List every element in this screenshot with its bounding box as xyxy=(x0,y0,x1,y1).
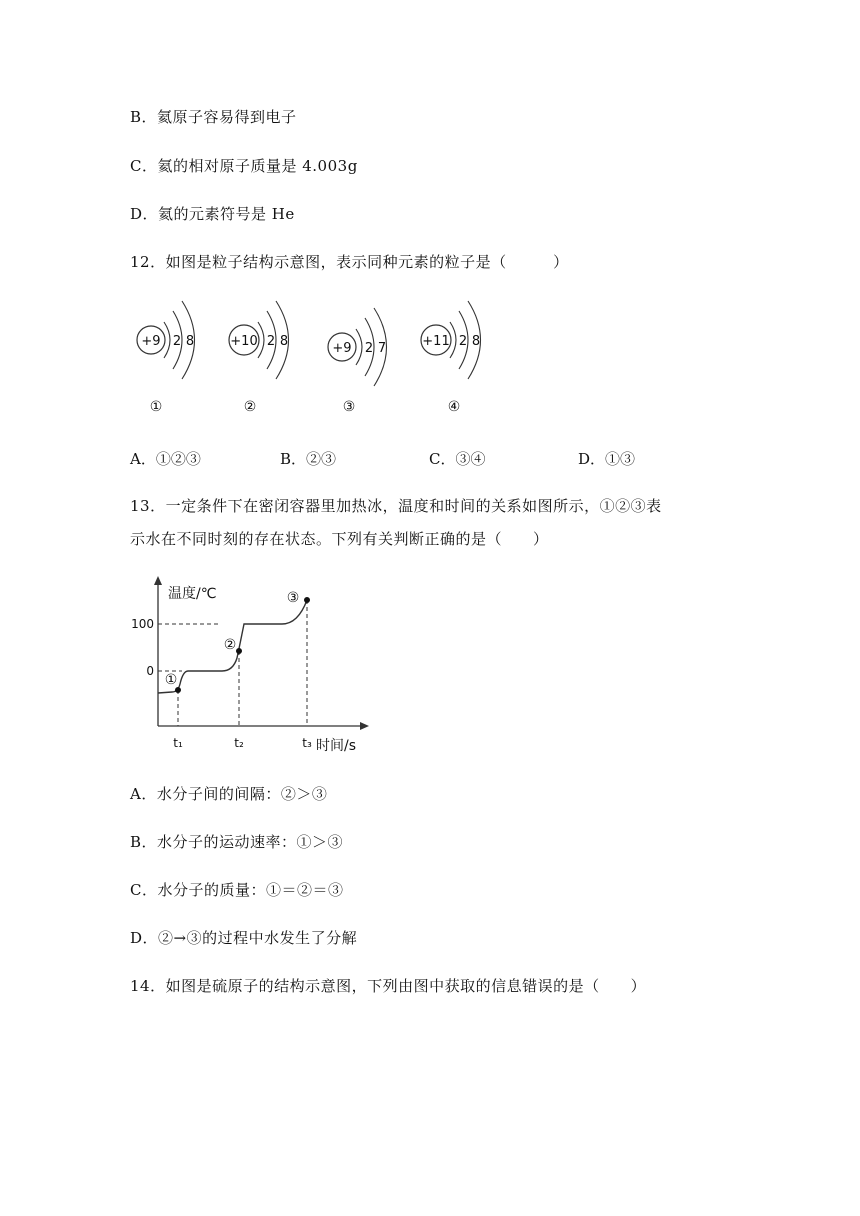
q13-option-b: B．水分子的运动速率：①＞③ xyxy=(130,833,344,851)
y-tick-100: 100 xyxy=(131,617,154,631)
q13-temperature-time-chart xyxy=(120,570,390,755)
y-axis-arrow xyxy=(154,576,162,585)
particle-4-label: ④ xyxy=(447,399,461,415)
point-3-label: ③ xyxy=(286,590,300,606)
particle-4-diagram xyxy=(421,301,481,415)
particle-2-diagram xyxy=(229,301,289,415)
particle-3-shell-2: 7 xyxy=(377,341,387,356)
q11-option-b: B．氦原子容易得到电子 xyxy=(130,108,297,126)
q14-stem: 14．如图是硫原子的结构示意图，下列由图中获取的信息错误的是（ ） xyxy=(130,977,647,995)
q11-option-d: D．氦的元素符号是 He xyxy=(130,205,295,223)
particle-1-label: ① xyxy=(149,399,163,415)
q12-option-b: B．②③ xyxy=(280,450,337,468)
q13-option-c: C．水分子的质量：①＝②＝③ xyxy=(130,881,344,899)
particle-3-shell-1: 2 xyxy=(364,341,374,356)
particle-2-nucleus: +10 xyxy=(230,334,258,349)
q12-stem: 12．如图是粒子结构示意图，表示同种元素的粒子是（ ） xyxy=(130,253,569,271)
x-tick-t3: t₃ xyxy=(302,736,312,750)
q13-stem-line-2: 示水在不同时刻的存在状态。下列有关判断正确的是（ ） xyxy=(130,530,549,548)
particle-1-shell-1: 2 xyxy=(172,334,182,349)
particle-1-diagram xyxy=(137,301,195,415)
q11-option-c: C．氦的相对原子质量是 4.003g xyxy=(130,157,358,175)
particle-1-shell-2: 8 xyxy=(185,334,195,349)
particle-3-label: ③ xyxy=(342,399,356,415)
q12-option-a: A．①②③ xyxy=(130,450,201,468)
point-2 xyxy=(236,648,242,654)
particle-3-diagram xyxy=(328,308,387,415)
y-axis-label: 温度/℃ xyxy=(168,586,217,602)
y-tick-0: 0 xyxy=(146,664,154,678)
particle-1-nucleus: +9 xyxy=(141,334,161,349)
x-axis-label: 时间/s xyxy=(316,738,357,754)
q12-particle-diagrams xyxy=(120,295,520,425)
x-tick-t1: t₁ xyxy=(173,736,183,750)
particle-4-shell-2: 8 xyxy=(471,334,481,349)
particle-2-shell-1: 2 xyxy=(266,334,276,349)
q13-stem-line-1: 13．一定条件下在密闭容器里加热冰，温度和时间的关系如图所示，①②③表 xyxy=(130,497,662,515)
point-1-label: ① xyxy=(164,672,178,688)
q12-option-c: C．③④ xyxy=(429,450,486,468)
x-axis-arrow xyxy=(360,722,369,730)
q12-options xyxy=(130,448,730,472)
particle-3-nucleus: +9 xyxy=(332,341,352,356)
q13-option-d: D．②→③的过程中水发生了分解 xyxy=(130,929,358,947)
particle-4-nucleus: +11 xyxy=(422,334,450,349)
point-3 xyxy=(304,597,310,603)
particle-4-shell-1: 2 xyxy=(458,334,468,349)
q13-option-a: A．水分子间的间隔：②＞③ xyxy=(130,785,328,803)
particle-2-label: ② xyxy=(243,399,257,415)
x-tick-t2: t₂ xyxy=(234,736,244,750)
q12-option-d: D．①③ xyxy=(578,450,636,468)
point-2-label: ② xyxy=(223,637,237,653)
particle-2-shell-2: 8 xyxy=(279,334,289,349)
